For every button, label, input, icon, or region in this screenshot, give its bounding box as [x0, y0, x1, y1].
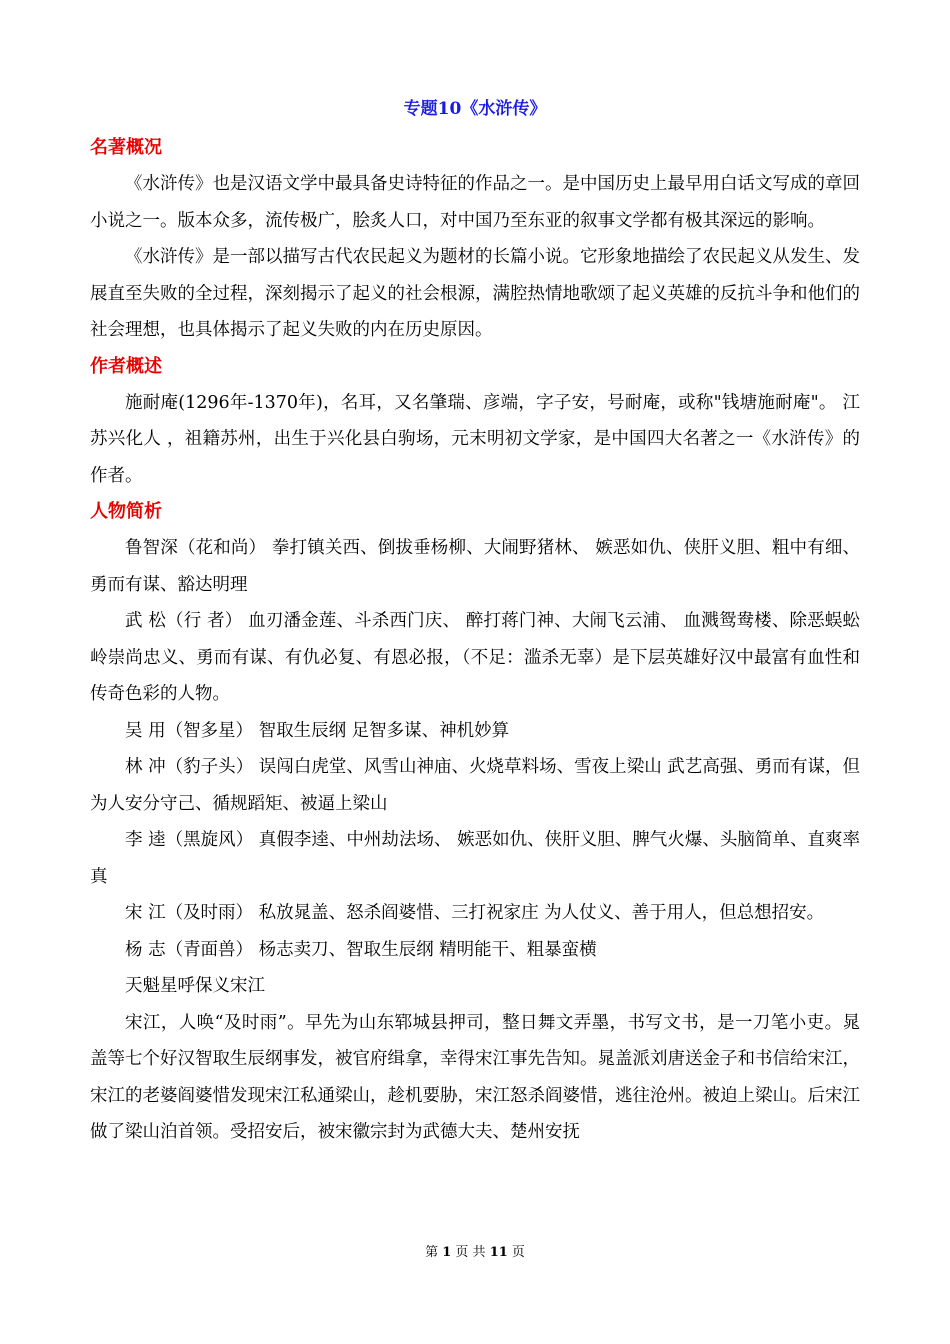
section-heading-overview: 名著概况: [90, 137, 162, 158]
character-lu-zhishen: 鲁智深（花和尚） 拳打镇关西、倒拔垂杨柳、大闹野猪林、 嫉恶如仇、侠肝义胆、粗中有细、勇而有谋、豁达明理: [90, 538, 860, 595]
author-paragraph: 施耐庵(1296年-1370年)，名耳，又名肇瑞、彦端，字子安，号耐庵，或称"钱塘施耐庵"。 江苏兴化人 ，祖籍苏州，出生于兴化县白驹场，元末明初文学家，是中国四大名著之一《水浒传》的作者。: [90, 392, 860, 486]
character-li-kui: 李 逵（黑旋风） 真假李逵、中州劫法场、 嫉恶如仇、侠肝义胆、脾气火爆、头脑简单、直爽率真: [90, 830, 860, 887]
section-heading-characters: 人物简析: [90, 501, 162, 522]
character-song-jiang: 宋 江（及时雨） 私放晁盖、怒杀阎婆惜、三打祝家庄 为人仗义、善于用人，但总想招安。: [125, 903, 825, 923]
song-jiang-biography: 宋江，人唤“及时雨”。早先为山东郓城县押司，整日舞文弄墨，书写文书，是一刀笔小吏。晁盖等七个好汉智取生辰纲事发，被官府缉拿，幸得宋江事先告知。晁盖派刘唐送金子和书信给宋江，宋江的老婆阎婆惜发现宋江私通梁山，趁机要胁，宋江怒杀阎婆惜，逃往沧州。被迫上梁山。后宋江做了梁山泊首领。受招安后，被宋徽宗封为武德大夫、楚州安抚: [90, 1012, 860, 1142]
overview-paragraph-1: 《水浒传》也是汉语文学中最具备史诗特征的作品之一。是中国历史上最早用白话文写成的章回小说之一。版本众多，流传极广，脍炙人口，对中国乃至东亚的叙事文学都有极其深远的影响。: [90, 174, 860, 231]
footer-suffix: 页: [511, 1245, 525, 1260]
subheading-song-jiang: 天魁星呼保义宋江: [125, 976, 265, 996]
character-yang-zhi: 杨 志（青面兽） 杨志卖刀、智取生辰纲 精明能干、粗暴蛮横: [125, 939, 597, 960]
character-wu-yong: 吴 用（智多星） 智取生辰纲 足智多谋、神机妙算: [125, 720, 510, 741]
section-heading-author: 作者概述: [90, 355, 162, 377]
character-wu-song: 武 松（行 者） 血刃潘金莲、斗杀西门庆、 醉打蒋门神、大闹飞云浦、 血溅鸳鸯楼、除恶蜈蚣岭崇尚忠义、勇而有谋、有仇必复、有恩必报，（不足：滥杀无辜）是下层英雄好汉中最富有血性和传奇色彩的人物。: [90, 611, 860, 704]
footer-middle: 页 共: [455, 1245, 486, 1260]
page-footer: [0, 1243, 950, 1263]
document-title: 专题10《水浒传》: [403, 99, 547, 119]
character-lin-chong: 林 冲（豹子头） 误闯白虎堂、风雪山神庙、火烧草料场、雪夜上梁山 武艺高强、勇而有谋，但为人安分守己、循规蹈矩、被逼上梁山: [90, 757, 860, 814]
overview-paragraph-2: 《水浒传》是一部以描写古代农民起义为题材的长篇小说。它形象地描绘了农民起义从发生、发展直至失败的全过程，深刻揭示了起义的社会根源，满腔热情地歌颂了起义英雄的反抗斗争和他们的社会理想，也具体揭示了起义失败的内在历史原因。: [90, 247, 860, 340]
footer-page-number: 1: [442, 1245, 452, 1260]
document-body: [90, 130, 860, 1151]
footer-total-pages: 11: [489, 1245, 508, 1260]
footer-prefix: 第: [425, 1245, 439, 1260]
